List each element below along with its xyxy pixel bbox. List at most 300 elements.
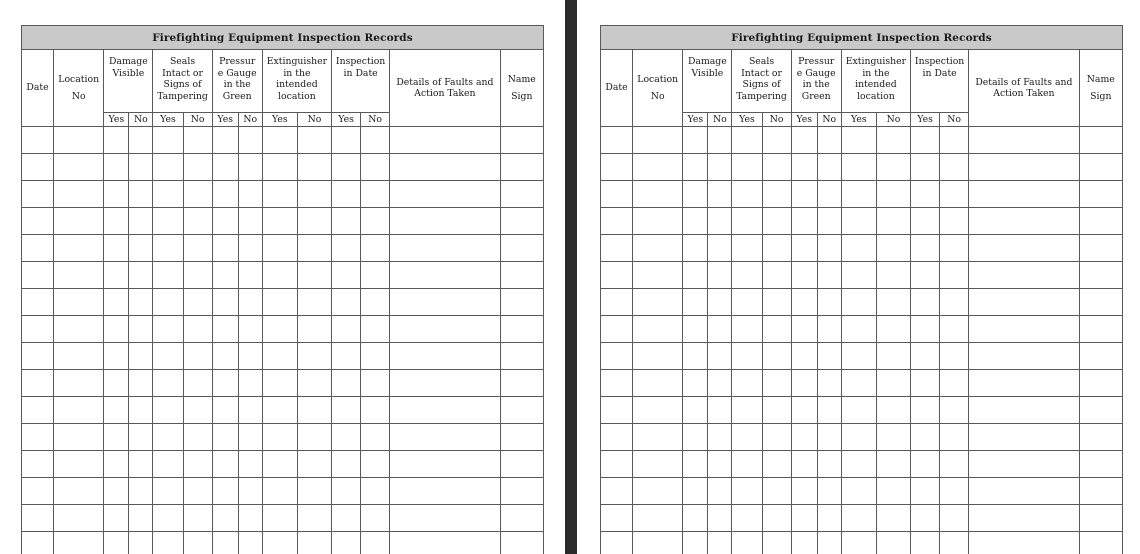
record-cell[interactable] — [732, 424, 762, 451]
record-cell[interactable] — [633, 505, 683, 532]
record-cell[interactable] — [940, 424, 969, 451]
record-cell[interactable] — [732, 478, 762, 505]
record-cell[interactable] — [153, 397, 183, 424]
record-cell[interactable] — [238, 451, 262, 478]
record-cell[interactable] — [708, 316, 732, 343]
record-cell[interactable] — [212, 451, 238, 478]
record-cell[interactable] — [940, 370, 969, 397]
record-cell[interactable] — [841, 316, 876, 343]
record-cell[interactable] — [683, 208, 708, 235]
record-cell[interactable] — [153, 505, 183, 532]
record-cell[interactable] — [22, 343, 54, 370]
record-cell[interactable] — [1079, 451, 1122, 478]
record-cell[interactable] — [332, 181, 361, 208]
record-cell[interactable] — [601, 154, 633, 181]
record-cell[interactable] — [500, 451, 543, 478]
record-cell[interactable] — [212, 208, 238, 235]
record-cell[interactable] — [129, 181, 153, 208]
record-cell[interactable] — [297, 451, 331, 478]
record-cell[interactable] — [683, 343, 708, 370]
record-cell[interactable] — [911, 208, 940, 235]
record-cell[interactable] — [22, 532, 54, 554]
record-cell[interactable] — [297, 154, 331, 181]
record-cell[interactable] — [940, 208, 969, 235]
record-cell[interactable] — [940, 262, 969, 289]
record-cell[interactable] — [500, 505, 543, 532]
record-cell[interactable] — [969, 154, 1079, 181]
record-cell[interactable] — [22, 262, 54, 289]
record-cell[interactable] — [212, 478, 238, 505]
record-cell[interactable] — [911, 343, 940, 370]
record-cell[interactable] — [708, 397, 732, 424]
record-cell[interactable] — [129, 505, 153, 532]
record-cell[interactable] — [633, 478, 683, 505]
record-cell[interactable] — [153, 370, 183, 397]
record-cell[interactable] — [633, 235, 683, 262]
record-cell[interactable] — [153, 532, 183, 554]
record-cell[interactable] — [361, 316, 390, 343]
record-cell[interactable] — [500, 127, 543, 154]
record-cell[interactable] — [940, 343, 969, 370]
record-cell[interactable] — [104, 532, 129, 554]
record-cell[interactable] — [361, 235, 390, 262]
record-cell[interactable] — [238, 289, 262, 316]
record-cell[interactable] — [762, 289, 791, 316]
record-cell[interactable] — [633, 154, 683, 181]
record-cell[interactable] — [732, 127, 762, 154]
record-cell[interactable] — [683, 235, 708, 262]
record-cell[interactable] — [1079, 478, 1122, 505]
record-cell[interactable] — [1079, 397, 1122, 424]
record-cell[interactable] — [791, 127, 817, 154]
record-cell[interactable] — [238, 343, 262, 370]
record-cell[interactable] — [876, 451, 910, 478]
record-cell[interactable] — [22, 424, 54, 451]
record-cell[interactable] — [762, 424, 791, 451]
record-cell[interactable] — [762, 127, 791, 154]
record-cell[interactable] — [791, 235, 817, 262]
record-cell[interactable] — [876, 154, 910, 181]
record-cell[interactable] — [54, 289, 104, 316]
record-cell[interactable] — [969, 262, 1079, 289]
record-cell[interactable] — [841, 532, 876, 554]
record-cell[interactable] — [262, 316, 297, 343]
record-cell[interactable] — [732, 235, 762, 262]
record-cell[interactable] — [969, 235, 1079, 262]
record-cell[interactable] — [332, 478, 361, 505]
record-cell[interactable] — [390, 316, 500, 343]
record-cell[interactable] — [841, 154, 876, 181]
record-cell[interactable] — [791, 289, 817, 316]
record-cell[interactable] — [238, 424, 262, 451]
record-cell[interactable] — [876, 424, 910, 451]
record-cell[interactable] — [183, 289, 212, 316]
record-cell[interactable] — [817, 235, 841, 262]
record-cell[interactable] — [683, 451, 708, 478]
record-cell[interactable] — [22, 208, 54, 235]
record-cell[interactable] — [54, 235, 104, 262]
record-cell[interactable] — [262, 154, 297, 181]
record-cell[interactable] — [104, 127, 129, 154]
record-cell[interactable] — [183, 532, 212, 554]
record-cell[interactable] — [633, 181, 683, 208]
record-cell[interactable] — [841, 370, 876, 397]
record-cell[interactable] — [683, 397, 708, 424]
record-cell[interactable] — [54, 451, 104, 478]
record-cell[interactable] — [817, 181, 841, 208]
record-cell[interactable] — [969, 370, 1079, 397]
record-cell[interactable] — [500, 424, 543, 451]
record-cell[interactable] — [1079, 424, 1122, 451]
record-cell[interactable] — [601, 289, 633, 316]
record-cell[interactable] — [940, 181, 969, 208]
record-cell[interactable] — [876, 181, 910, 208]
record-cell[interactable] — [940, 478, 969, 505]
record-cell[interactable] — [708, 235, 732, 262]
record-cell[interactable] — [183, 235, 212, 262]
record-cell[interactable] — [129, 316, 153, 343]
record-cell[interactable] — [361, 397, 390, 424]
record-cell[interactable] — [601, 532, 633, 554]
record-cell[interactable] — [633, 370, 683, 397]
record-cell[interactable] — [911, 235, 940, 262]
record-cell[interactable] — [940, 154, 969, 181]
record-cell[interactable] — [238, 478, 262, 505]
record-cell[interactable] — [212, 343, 238, 370]
record-cell[interactable] — [104, 397, 129, 424]
record-cell[interactable] — [601, 262, 633, 289]
record-cell[interactable] — [332, 235, 361, 262]
record-cell[interactable] — [297, 343, 331, 370]
record-cell[interactable] — [876, 262, 910, 289]
record-cell[interactable] — [762, 235, 791, 262]
record-cell[interactable] — [129, 424, 153, 451]
record-cell[interactable] — [332, 343, 361, 370]
record-cell[interactable] — [238, 316, 262, 343]
record-cell[interactable] — [153, 235, 183, 262]
record-cell[interactable] — [238, 262, 262, 289]
record-cell[interactable] — [683, 262, 708, 289]
record-cell[interactable] — [390, 451, 500, 478]
record-cell[interactable] — [183, 370, 212, 397]
record-cell[interactable] — [262, 505, 297, 532]
record-cell[interactable] — [262, 235, 297, 262]
record-cell[interactable] — [876, 127, 910, 154]
record-cell[interactable] — [817, 208, 841, 235]
record-cell[interactable] — [390, 505, 500, 532]
record-cell[interactable] — [104, 181, 129, 208]
record-cell[interactable] — [238, 532, 262, 554]
record-cell[interactable] — [791, 370, 817, 397]
record-cell[interactable] — [683, 181, 708, 208]
record-cell[interactable] — [708, 154, 732, 181]
record-cell[interactable] — [1079, 262, 1122, 289]
record-cell[interactable] — [969, 397, 1079, 424]
record-cell[interactable] — [390, 208, 500, 235]
record-cell[interactable] — [500, 370, 543, 397]
record-cell[interactable] — [129, 235, 153, 262]
record-cell[interactable] — [911, 397, 940, 424]
record-cell[interactable] — [876, 505, 910, 532]
record-cell[interactable] — [361, 424, 390, 451]
record-cell[interactable] — [183, 154, 212, 181]
record-cell[interactable] — [817, 397, 841, 424]
record-cell[interactable] — [683, 478, 708, 505]
record-cell[interactable] — [183, 478, 212, 505]
record-cell[interactable] — [390, 424, 500, 451]
record-cell[interactable] — [54, 181, 104, 208]
record-cell[interactable] — [153, 154, 183, 181]
record-cell[interactable] — [708, 532, 732, 554]
record-cell[interactable] — [817, 316, 841, 343]
record-cell[interactable] — [361, 289, 390, 316]
record-cell[interactable] — [212, 370, 238, 397]
record-cell[interactable] — [601, 478, 633, 505]
record-cell[interactable] — [683, 532, 708, 554]
record-cell[interactable] — [390, 532, 500, 554]
record-cell[interactable] — [633, 451, 683, 478]
record-cell[interactable] — [238, 235, 262, 262]
record-cell[interactable] — [153, 424, 183, 451]
record-cell[interactable] — [791, 505, 817, 532]
record-cell[interactable] — [601, 424, 633, 451]
record-cell[interactable] — [332, 532, 361, 554]
record-cell[interactable] — [708, 370, 732, 397]
record-cell[interactable] — [297, 127, 331, 154]
record-cell[interactable] — [104, 343, 129, 370]
record-cell[interactable] — [212, 262, 238, 289]
record-cell[interactable] — [1079, 154, 1122, 181]
record-cell[interactable] — [22, 316, 54, 343]
record-cell[interactable] — [601, 127, 633, 154]
record-cell[interactable] — [876, 343, 910, 370]
record-cell[interactable] — [500, 235, 543, 262]
record-cell[interactable] — [633, 289, 683, 316]
record-cell[interactable] — [153, 208, 183, 235]
record-cell[interactable] — [297, 397, 331, 424]
record-cell[interactable] — [969, 181, 1079, 208]
record-cell[interactable] — [708, 505, 732, 532]
record-cell[interactable] — [212, 181, 238, 208]
record-cell[interactable] — [732, 181, 762, 208]
record-cell[interactable] — [332, 397, 361, 424]
record-cell[interactable] — [129, 478, 153, 505]
record-cell[interactable] — [361, 532, 390, 554]
record-cell[interactable] — [262, 208, 297, 235]
record-cell[interactable] — [153, 181, 183, 208]
record-cell[interactable] — [841, 343, 876, 370]
record-cell[interactable] — [22, 451, 54, 478]
record-cell[interactable] — [633, 208, 683, 235]
record-cell[interactable] — [153, 289, 183, 316]
record-cell[interactable] — [238, 505, 262, 532]
record-cell[interactable] — [153, 316, 183, 343]
record-cell[interactable] — [183, 262, 212, 289]
record-cell[interactable] — [361, 154, 390, 181]
record-cell[interactable] — [238, 397, 262, 424]
record-cell[interactable] — [262, 289, 297, 316]
record-cell[interactable] — [297, 316, 331, 343]
record-cell[interactable] — [683, 505, 708, 532]
record-cell[interactable] — [500, 262, 543, 289]
record-cell[interactable] — [791, 181, 817, 208]
record-cell[interactable] — [601, 370, 633, 397]
record-cell[interactable] — [361, 370, 390, 397]
record-cell[interactable] — [791, 532, 817, 554]
record-cell[interactable] — [332, 424, 361, 451]
record-cell[interactable] — [876, 397, 910, 424]
record-cell[interactable] — [732, 208, 762, 235]
record-cell[interactable] — [104, 154, 129, 181]
record-cell[interactable] — [762, 532, 791, 554]
record-cell[interactable] — [390, 370, 500, 397]
record-cell[interactable] — [732, 343, 762, 370]
record-cell[interactable] — [361, 478, 390, 505]
record-cell[interactable] — [601, 451, 633, 478]
record-cell[interactable] — [54, 316, 104, 343]
record-cell[interactable] — [762, 397, 791, 424]
record-cell[interactable] — [332, 289, 361, 316]
record-cell[interactable] — [876, 289, 910, 316]
record-cell[interactable] — [732, 370, 762, 397]
record-cell[interactable] — [601, 235, 633, 262]
record-cell[interactable] — [876, 316, 910, 343]
record-cell[interactable] — [297, 235, 331, 262]
record-cell[interactable] — [1079, 343, 1122, 370]
record-cell[interactable] — [332, 208, 361, 235]
record-cell[interactable] — [969, 505, 1079, 532]
record-cell[interactable] — [54, 262, 104, 289]
record-cell[interactable] — [129, 451, 153, 478]
record-cell[interactable] — [708, 289, 732, 316]
record-cell[interactable] — [238, 370, 262, 397]
record-cell[interactable] — [817, 424, 841, 451]
record-cell[interactable] — [762, 262, 791, 289]
record-cell[interactable] — [183, 505, 212, 532]
record-cell[interactable] — [708, 181, 732, 208]
record-cell[interactable] — [153, 451, 183, 478]
record-cell[interactable] — [332, 262, 361, 289]
record-cell[interactable] — [940, 289, 969, 316]
record-cell[interactable] — [969, 451, 1079, 478]
record-cell[interactable] — [500, 181, 543, 208]
record-cell[interactable] — [601, 505, 633, 532]
record-cell[interactable] — [54, 505, 104, 532]
record-cell[interactable] — [297, 289, 331, 316]
record-cell[interactable] — [762, 505, 791, 532]
record-cell[interactable] — [841, 262, 876, 289]
record-cell[interactable] — [212, 424, 238, 451]
record-cell[interactable] — [708, 478, 732, 505]
record-cell[interactable] — [817, 127, 841, 154]
record-cell[interactable] — [633, 424, 683, 451]
record-cell[interactable] — [732, 316, 762, 343]
record-cell[interactable] — [969, 127, 1079, 154]
record-cell[interactable] — [104, 478, 129, 505]
record-cell[interactable] — [129, 127, 153, 154]
record-cell[interactable] — [633, 127, 683, 154]
record-cell[interactable] — [361, 181, 390, 208]
record-cell[interactable] — [911, 505, 940, 532]
record-cell[interactable] — [54, 343, 104, 370]
record-cell[interactable] — [183, 181, 212, 208]
record-cell[interactable] — [262, 343, 297, 370]
record-cell[interactable] — [633, 316, 683, 343]
record-cell[interactable] — [817, 154, 841, 181]
record-cell[interactable] — [817, 532, 841, 554]
record-cell[interactable] — [262, 370, 297, 397]
record-cell[interactable] — [791, 478, 817, 505]
record-cell[interactable] — [911, 532, 940, 554]
record-cell[interactable] — [22, 235, 54, 262]
record-cell[interactable] — [238, 181, 262, 208]
record-cell[interactable] — [297, 181, 331, 208]
record-cell[interactable] — [361, 505, 390, 532]
record-cell[interactable] — [500, 532, 543, 554]
record-cell[interactable] — [104, 208, 129, 235]
record-cell[interactable] — [876, 370, 910, 397]
record-cell[interactable] — [969, 424, 1079, 451]
record-cell[interactable] — [22, 289, 54, 316]
record-cell[interactable] — [22, 370, 54, 397]
record-cell[interactable] — [1079, 289, 1122, 316]
record-cell[interactable] — [708, 424, 732, 451]
record-cell[interactable] — [332, 316, 361, 343]
record-cell[interactable] — [332, 451, 361, 478]
record-cell[interactable] — [262, 127, 297, 154]
record-cell[interactable] — [212, 532, 238, 554]
record-cell[interactable] — [22, 397, 54, 424]
record-cell[interactable] — [54, 127, 104, 154]
record-cell[interactable] — [940, 127, 969, 154]
record-cell[interactable] — [1079, 181, 1122, 208]
record-cell[interactable] — [1079, 235, 1122, 262]
record-cell[interactable] — [969, 532, 1079, 554]
record-cell[interactable] — [500, 343, 543, 370]
record-cell[interactable] — [817, 262, 841, 289]
record-cell[interactable] — [183, 397, 212, 424]
record-cell[interactable] — [601, 343, 633, 370]
record-cell[interactable] — [183, 424, 212, 451]
record-cell[interactable] — [791, 424, 817, 451]
record-cell[interactable] — [732, 397, 762, 424]
record-cell[interactable] — [708, 343, 732, 370]
record-cell[interactable] — [332, 154, 361, 181]
record-cell[interactable] — [104, 505, 129, 532]
record-cell[interactable] — [762, 208, 791, 235]
record-cell[interactable] — [129, 370, 153, 397]
record-cell[interactable] — [297, 370, 331, 397]
record-cell[interactable] — [708, 451, 732, 478]
record-cell[interactable] — [601, 181, 633, 208]
record-cell[interactable] — [841, 235, 876, 262]
record-cell[interactable] — [500, 208, 543, 235]
record-cell[interactable] — [633, 397, 683, 424]
record-cell[interactable] — [390, 289, 500, 316]
record-cell[interactable] — [911, 478, 940, 505]
record-cell[interactable] — [500, 316, 543, 343]
record-cell[interactable] — [500, 478, 543, 505]
record-cell[interactable] — [54, 397, 104, 424]
record-cell[interactable] — [841, 505, 876, 532]
record-cell[interactable] — [633, 532, 683, 554]
record-cell[interactable] — [104, 235, 129, 262]
record-cell[interactable] — [500, 397, 543, 424]
record-cell[interactable] — [911, 262, 940, 289]
record-cell[interactable] — [500, 289, 543, 316]
record-cell[interactable] — [22, 181, 54, 208]
record-cell[interactable] — [940, 451, 969, 478]
